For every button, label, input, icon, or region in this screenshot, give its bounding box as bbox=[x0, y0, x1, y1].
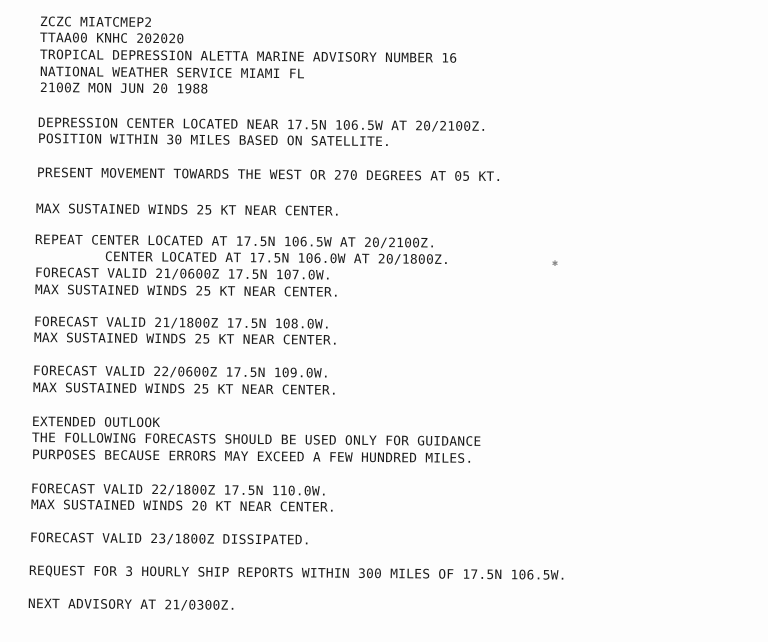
outlook-line-2: THE FOLLOWING FORECASTS SHOULD BE USED ONLY FOR GUIDANCE bbox=[31, 431, 482, 450]
header-title: TROPICAL DEPRESSION ALETTA MARINE ADVISORY NUMBER 16 bbox=[39, 48, 458, 67]
repeat-line-1: REPEAT CENTER LOCATED AT 17.5N 106.5W AT 20/2100Z. bbox=[34, 233, 437, 252]
position-line-1: DEPRESSION CENTER LOCATED NEAR 17.5N 106.5W AT 20/2100Z. bbox=[37, 116, 488, 135]
forecast-5-line: FORECAST VALID 23/1800Z DISSIPATED. bbox=[29, 531, 311, 549]
header-line-2: TTAA00 KNHC 202020 bbox=[39, 31, 185, 48]
forecast-3-line-1: FORECAST VALID 22/0600Z 17.5N 109.0W. bbox=[32, 364, 330, 382]
forecast-2-line-1: FORECAST VALID 21/1800Z 17.5N 108.0W. bbox=[33, 315, 331, 333]
movement-line: PRESENT MOVEMENT TOWARDS THE WEST OR 270 DEGREES AT 05 KT. bbox=[36, 166, 503, 186]
next-advisory-line: NEXT ADVISORY AT 21/0300Z. bbox=[27, 597, 237, 614]
repeat-line-3: FORECAST VALID 21/0600Z 17.5N 107.0W. bbox=[34, 266, 332, 284]
forecast-3-line-2: MAX SUSTAINED WINDS 25 KT NEAR CENTER. bbox=[32, 381, 339, 399]
forecast-2-line-2: MAX SUSTAINED WINDS 25 KT NEAR CENTER. bbox=[33, 331, 340, 349]
forecast-4-line-2: MAX SUSTAINED WINDS 20 KT NEAR CENTER. bbox=[30, 498, 337, 516]
stray-mark-icon: ✱ bbox=[552, 258, 559, 269]
outlook-heading: EXTENDED OUTLOOK bbox=[31, 415, 161, 432]
outlook-line-3: PURPOSES BECAUSE ERRORS MAY EXCEED A FEW HUNDRED MILES. bbox=[31, 448, 474, 467]
request-line: REQUEST FOR 3 HOURLY SHIP REPORTS WITHIN 300 MILES OF 17.5N 106.5W. bbox=[28, 564, 567, 584]
header-line-1: ZCZC MIATCMEP2 bbox=[39, 15, 153, 31]
max-winds-line: MAX SUSTAINED WINDS 25 KT NEAR CENTER. bbox=[35, 202, 342, 220]
repeat-line-4: MAX SUSTAINED WINDS 25 KT NEAR CENTER. bbox=[34, 283, 341, 301]
forecast-4-line-1: FORECAST VALID 22/1800Z 17.5N 110.0W. bbox=[30, 482, 328, 500]
header-line-4: NATIONAL WEATHER SERVICE MIAMI FL bbox=[39, 65, 305, 83]
header-date: 2100Z MON JUN 20 1988 bbox=[39, 81, 209, 98]
repeat-line-2: CENTER LOCATED AT 17.5N 106.0W AT 20/1800Z. bbox=[104, 250, 451, 269]
position-line-2: POSITION WITHIN 30 MILES BASED ON SATELLITE. bbox=[37, 132, 392, 151]
